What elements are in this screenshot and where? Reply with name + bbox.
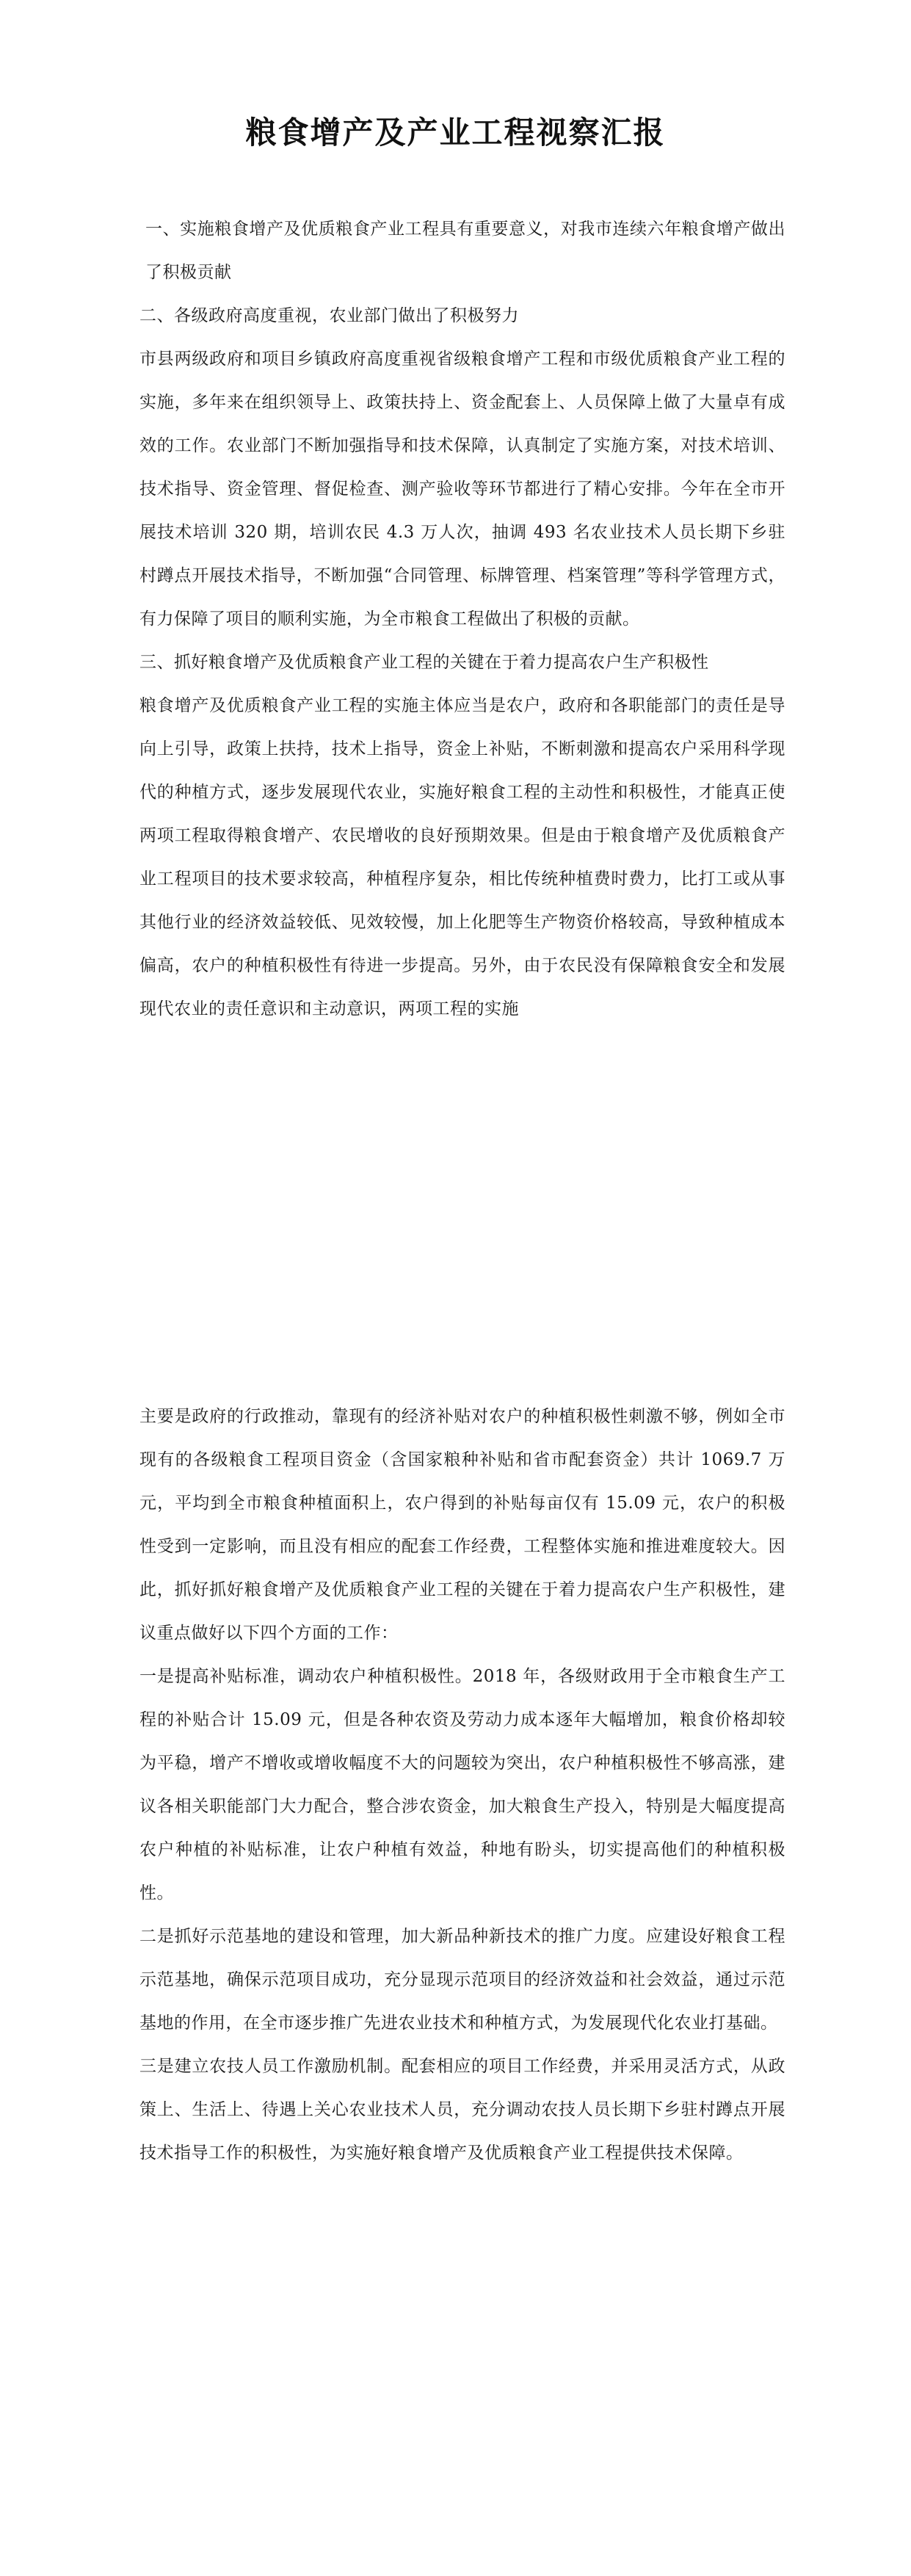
paragraph: 一是提高补贴标准，调动农户种植积极性。2018 年，各级财政用于全市粮食生产工程的补贴合计 15.09 元，但是各种农资及劳动力成本逐年大幅增加，粮食价格却较为平稳，增产不增收或增收幅度不大的问题较为突出，农户种植积极性不够高涨，建议各相关职能部门大力配合，整合涉农资金，加大粮食生产投入，特别是大幅度提高农户种植的补贴标准，让农户种植有效益，种地有盼头，切实提高他们的种植积极性。 xyxy=(139,1667,785,1903)
heading-3: 三、抓好粮食增产及优质粮食产业工程的关键在于着力提高农户生产积极性 xyxy=(139,653,709,672)
heading-1: 一、实施粮食增产及优质粮食产业工程具有重要意义，对我市连续六年粮食增产做出了积极贡献 xyxy=(145,220,785,282)
body-section-1 xyxy=(139,208,785,1031)
paragraph: 二是抓好示范基地的建设和管理，加大新品种新技术的推广力度。应建设好粮食工程示范基地，确保示范项目成功，充分显现示范项目的经济效益和社会效益，通过示范基地的作用，在全市逐步推广先进农业技术和种植方式，为发展现代化农业打基础。 xyxy=(139,1927,785,2033)
paragraph: 主要是政府的行政推动，靠现有的经济补贴对农户的种植积极性刺激不够，例如全市现有的各级粮食工程项目资金（含国家粮种补贴和省市配套资金）共计 1069.7 万元，平均到全市粮食种植面积上，农户得到的补贴每亩仅有 15.09 元，农户的积极性受到一定影响，而且没有相应的配套工作经费，工程整体实施和推进难度较大。因此，抓好抓好粮食增产及优质粮食产业工程的关键在于着力提高农户生产积极性，建议重点做好以下四个方面的工作： xyxy=(139,1407,785,1643)
heading-2: 二、各级政府高度重视，农业部门做出了积极努力 xyxy=(139,306,519,325)
paragraph: 粮食增产及优质粮食产业工程的实施主体应当是农户，政府和各职能部门的责任是导向上引导，政策上扶持，技术上指导，资金上补贴，不断刺激和提高农户采用科学现代的种植方式，逐步发展现代农业，实施好粮食工程的主动性和积极性，才能真正使两项工程取得粮食增产、农民增收的良好预期效果。但是由于粮食增产及优质粮食产业工程项目的技术要求较高，种植程序复杂，相比传统种植费时费力，比打工或从事其他行业的经济效益较低、见效较慢，加上化肥等生产物资价格较高，导致种植成本偏高，农户的种植积极性有待进一步提高。另外，由于农民没有保障粮食安全和发展现代农业的责任意识和主动意识，两项工程的实施 xyxy=(139,696,785,1019)
paragraph: 市县两级政府和项目乡镇政府高度重视省级粮食增产工程和市级优质粮食产业工程的实施，多年来在组织领导上、政策扶持上、资金配套上、人员保障上做了大量卓有成效的工作。农业部门不断加强指导和技术保障，认真制定了实施方案，对技术培训、技术指导、资金管理、督促检查、测产验收等环节都进行了精心安排。今年在全市开展技术培训 320 期，培训农民 4.3 万人次，抽调 493 名农业技术人员长期下乡驻村蹲点开展技术指导，不断加强“合同管理、标牌管理、档案管理”等科学管理方式，有力保障了项目的顺利实施，为全市粮食工程做出了积极的贡献。 xyxy=(139,350,785,629)
document-title: 粮食增产及产业工程视察汇报 xyxy=(245,115,666,151)
paragraph: 三是建立农技人员工作激励机制。配套相应的项目工作经费，并采用灵活方式，从政策上、生活上、待遇上关心农业技术人员，充分调动农技人员长期下乡驻村蹲点开展技术指导工作的积极性，为实施好粮食增产及优质粮食产业工程提供技术保障。 xyxy=(139,2057,785,2163)
body-section-2 xyxy=(139,1395,785,2175)
